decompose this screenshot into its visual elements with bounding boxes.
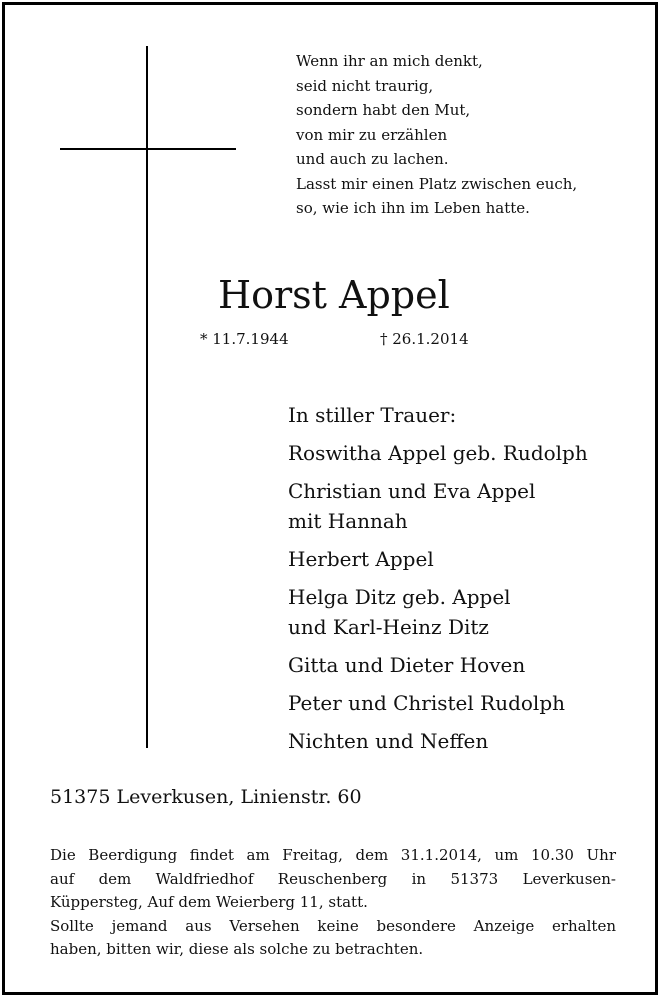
cross-vertical-bar xyxy=(146,46,148,748)
family-address: 51375 Leverkusen, Linienstr. 60 xyxy=(50,786,362,808)
notice-line: Küppersteg, Auf dem Weierberg 11, statt. xyxy=(50,893,368,911)
poem-line: Lasst mir einen Platz zwischen euch, xyxy=(296,174,578,193)
death-date: † 26.1.2014 xyxy=(380,330,469,348)
poem-line: seid nicht traurig, xyxy=(296,76,434,95)
poem xyxy=(296,49,577,221)
poem-line: von mir zu erzählen xyxy=(296,125,448,144)
notice-line: Die Beerdigung findet am Freitag, dem 31.1.2014, um 10.30 Uhr xyxy=(50,846,616,864)
notice-line: auf dem Waldfriedhof Reuschenberg in 51373 Leverkusen- xyxy=(50,869,616,888)
mourner-line: Nichten und Neffen xyxy=(288,729,489,753)
mourners-list xyxy=(288,400,588,756)
mourners-heading: In stiller Trauer: xyxy=(288,403,457,427)
poem-line: Wenn ihr an mich denkt, xyxy=(296,52,483,70)
poem-line: so, wie ich ihn im Leben hatte. xyxy=(296,199,530,217)
mourner-line: mit Hannah xyxy=(288,509,408,533)
mourner-line: Christian und Eva Appel xyxy=(288,479,536,503)
birth-date: * 11.7.1944 xyxy=(200,330,289,348)
mourner-line: Herbert Appel xyxy=(288,547,434,571)
poem-line: und auch zu lachen. xyxy=(296,150,449,168)
funeral-notice xyxy=(50,844,616,962)
mourner-line: Roswitha Appel geb. Rudolph xyxy=(288,441,588,465)
cross-horizontal-bar xyxy=(60,148,236,150)
mourner-line: Peter und Christel Rudolph xyxy=(288,691,566,715)
deceased-name: Horst Appel xyxy=(218,273,450,317)
notice-line: haben, bitten wir, diese als solche zu betrachten. xyxy=(50,940,424,958)
poem-line: sondern habt den Mut, xyxy=(296,101,471,119)
mourner-line: Gitta und Dieter Hoven xyxy=(288,653,526,677)
mourner-line: Helga Ditz geb. Appel xyxy=(288,585,511,609)
notice-line: Sollte jemand aus Versehen keine besondere Anzeige erhalten xyxy=(50,916,616,935)
mourner-line: und Karl-Heinz Ditz xyxy=(288,615,489,639)
